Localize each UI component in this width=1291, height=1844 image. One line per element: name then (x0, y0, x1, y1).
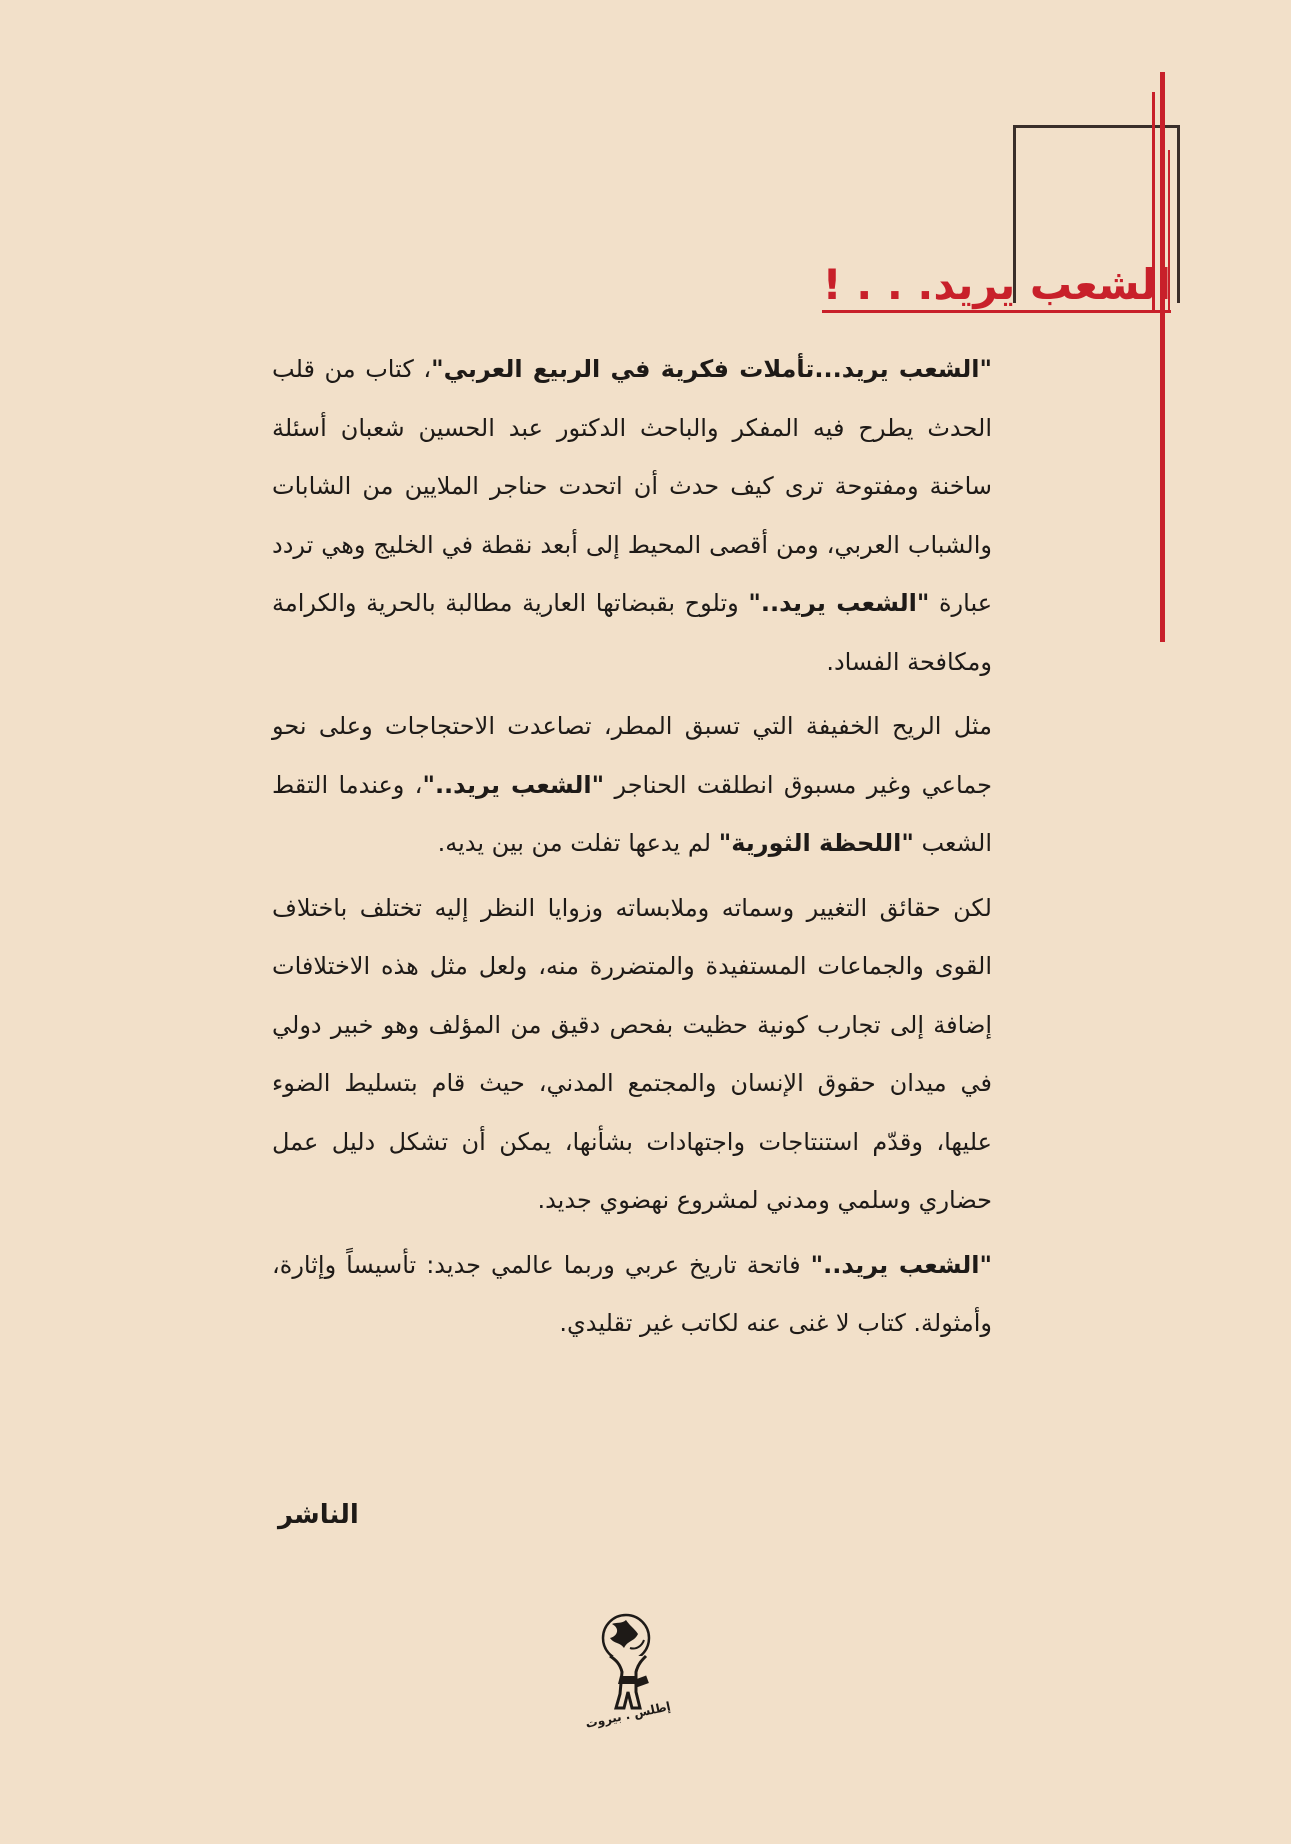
blurb-text (272, 340, 992, 1359)
logo-caption: إطلس . بيروت (584, 1699, 672, 1731)
paragraph-text: فاتحة تاريخ عربي وربما عالمي جديد: تأسيساً وإثارة، وأمثولة. كتاب لا غنى عنه لكاتب غير تقليدي. (272, 1250, 992, 1337)
book-title: الشعب يريد. . . ! (822, 262, 1171, 313)
decorative-red-line-2 (1160, 72, 1165, 642)
paragraph-text: ، وعندما التقط الشعب (272, 770, 992, 857)
blurb-paragraph (272, 879, 992, 1230)
blurb-paragraph (272, 1236, 992, 1353)
paragraph-text: ، كتاب من قلب الحدث يطرح فيه المفكر والباحث الدكتور عبد الحسين شعبان أسئلة ساخنة ومفتوحة ترى كيف حدث أن اتحدت حناجر الملايين من الشابات والشباب العربي، ومن أقصى المحيط إلى أبعد نقطة في الخليج وهي تردد عبارة (272, 355, 993, 617)
emphasized-text: "الشعب يريد.." (810, 1250, 993, 1279)
paragraph-text: مثل الريح الخفيفة التي تسبق المطر، تصاعدت الاحتجاجات وعلى نحو جماعي وغير مسبوق انطلقت الحناجر (272, 712, 993, 799)
paragraph-text: لكن حقائق التغيير وسماته وملابساته وزوايا النظر إليه تختلف باختلاف القوى والجماعات المستفيدة والمتضررة منه، ولعل مثل هذه الاختلافات إضافة إلى تجارب كونية حظيت بفحص دقيق من المؤلف وهو خبير دولي في ميدان حقوق الإنسان والمجتمع المدني، حيث قام بتسليط الضوء عليها، وقدّم استنتاجات واجتهادات بشأنها، يمكن أن تشكل دليل عمل حضاري وسلمي ومدني لمشروع نهضوي جديد. (272, 893, 992, 1214)
blurb-paragraph (272, 697, 992, 873)
blurb-paragraph (272, 340, 992, 691)
publisher-label: الناشر (278, 1500, 359, 1530)
emphasized-text: "الشعب يريد.." (748, 589, 930, 617)
emphasized-text: "اللحظة الثورية" (718, 829, 914, 857)
emphasized-text: "الشعب يريد...تأملات فكرية في الربيع العربي" (431, 355, 992, 383)
atlas-globe-logo-icon (590, 1612, 670, 1762)
paragraph-text: وتلوح بقبضاتها العارية مطالبة بالحرية والكرامة ومكافحة الفساد. (272, 589, 992, 676)
emphasized-text: "الشعب يريد.." (422, 770, 605, 799)
paragraph-text: لم يدعها تفلت من بين يديه. (437, 829, 719, 857)
